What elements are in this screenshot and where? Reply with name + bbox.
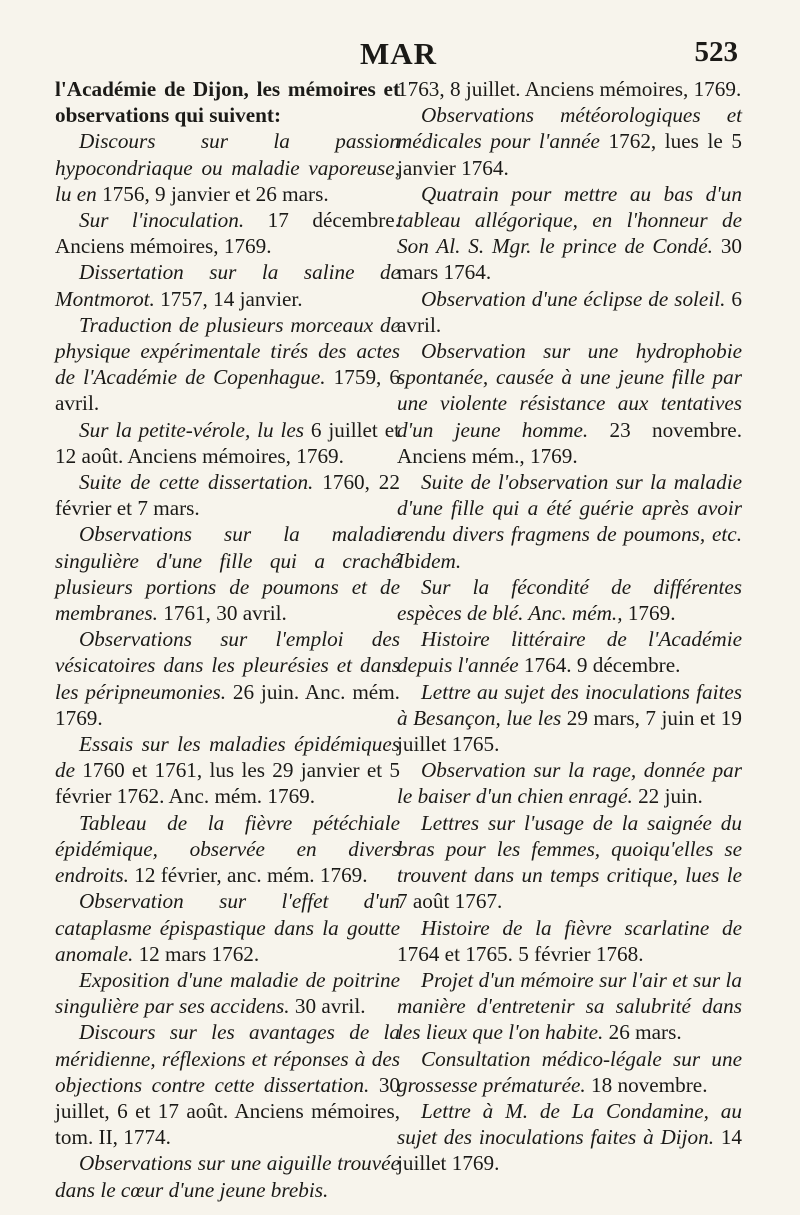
bibliography-entry: [55, 128, 400, 207]
page-number: 523: [694, 36, 738, 68]
entry-date: 29 mars, 7 juin et 19 juillet 1765.: [397, 705, 742, 757]
running-head: [0, 30, 800, 70]
entry-title: Exposition d'une maladie de poitrine singulière par ses accidens.: [55, 967, 400, 1019]
bibliography-entry: [397, 626, 742, 678]
entry-date: 1760, 22 février et 7 mars.: [55, 470, 400, 521]
entry-date: 14 juillet 1769.: [397, 1125, 742, 1176]
entry-title: Projet d'un mémoire sur l'air et sur la manière d'entretenir sa salubrité dans les lieux que l'on habite.: [397, 967, 742, 1045]
bibliography-entry: [55, 810, 400, 889]
entry-date: 1757, 14 janvier.: [160, 286, 303, 311]
entry-date: 23 novembre. Anciens mém., 1769.: [397, 417, 742, 468]
entry-title: Essais sur les maladies épidémiques de: [55, 732, 400, 783]
bibliography-entry: [397, 1046, 742, 1098]
entry-title: Suite de cette dissertation.: [79, 470, 323, 495]
entry-title: Suite de l'observation sur la maladie d'une fille qui a été guérie après avoir rendu divers fragmens de poumons, etc. Ibidem.: [397, 470, 742, 573]
entry-date: 30 avril.: [294, 994, 366, 1019]
bibliography-entry: [397, 574, 742, 626]
left-column: [55, 76, 400, 1203]
entry-title: Observations sur la maladie singulière d'une fille qui a craché plusieurs portions de poumons et de membranes.: [55, 522, 400, 626]
bibliography-entry: [397, 1098, 742, 1177]
entry-date: 1764 et 1765. 5 février 1768.: [397, 941, 644, 966]
entry-title: Quatrain pour mettre au bas d'un tableau allégorique, en l'honneur de Son Al. S. Mgr. le prince de Condé.: [397, 181, 742, 259]
bibliography-entry: [397, 102, 742, 181]
entry-title: Discours sur les avantages de la méridienne, réflexions et réponses à des objections contre cette dissertation.: [55, 1020, 400, 1097]
entry-title: Histoire littéraire de l'Académie depuis l'année: [397, 627, 742, 678]
entry-date: 1761, 30 avril.: [163, 601, 287, 626]
entry-title: Observation d'une éclipse de soleil.: [421, 286, 732, 311]
entry-title: Lettre à M. de La Condamine, au sujet des inoculations faites à Dijon.: [397, 1098, 742, 1150]
entry-date: 7 août 1767.: [397, 889, 503, 914]
entry-date: 18 novembre.: [591, 1072, 708, 1097]
bibliography-entry: [55, 1150, 400, 1202]
bibliography-entry: [55, 967, 400, 1019]
entry-title: Lettres sur l'usage de la saignée du bras pour les femmes, quoiqu'elles se trouvent dans un temps critique, lues le: [397, 810, 742, 888]
bibliography-entry: [397, 286, 742, 338]
bibliography-entry: [397, 338, 742, 469]
bibliography-entry: [55, 521, 400, 626]
entry-date: 6 juillet et 12 août. Anciens mémoires, 1769.: [55, 417, 400, 468]
entry-title: Consultation médico-légale sur une grossesse prématurée.: [397, 1046, 742, 1097]
entry-title: Observation sur la rage, donnée par le baiser d'un chien enragé.: [397, 758, 742, 809]
entry-title: Observation sur l'effet d'un cataplasme épispastique dans la goutte anomale.: [55, 889, 400, 966]
entry-title: Discours sur la passion hypocondriaque ou maladie vaporeuse, lu en: [55, 129, 400, 206]
entry-title: Sur la petite-vérole, lu les: [79, 417, 311, 442]
running-head-title: MAR: [360, 36, 438, 71]
entry-date: 1769.: [627, 601, 676, 626]
entry-date: 1759, 6 avril.: [55, 365, 400, 416]
entry-date: 1764. 9 décembre.: [523, 653, 681, 678]
bibliography-entry: [397, 757, 742, 809]
entry-date: 1756, 9 janvier et 26 mars.: [102, 181, 329, 206]
entry-date: 30 mars 1764.: [397, 234, 742, 285]
bibliography-entry: [55, 469, 400, 521]
bibliography-entry: [397, 810, 742, 915]
bibliography-entry: [397, 469, 742, 574]
entry-date: 12 mars 1762.: [138, 941, 260, 966]
bibliography-entry: [55, 731, 400, 810]
entry-date: 26 juin. Anc. mém. 1769.: [55, 679, 400, 730]
bibliography-entry: [55, 312, 400, 417]
bibliography-entry: [55, 1019, 400, 1150]
entry-title: Observations sur l'emploi des vésicatoires dans les pleurésies et dans les péripneumonies.: [55, 627, 400, 704]
bibliography-entry: [397, 181, 742, 286]
bibliography-entry: [397, 967, 742, 1046]
entry-date: 17 décembre. Anciens mémoires, 1769.: [55, 208, 400, 259]
bibliography-entry: [55, 626, 400, 731]
entry-title: Observation sur une hydrophobie spontanée, causée à une jeune fille par une violente résistance aux tentatives d'un jeune homme.: [397, 339, 742, 442]
bibliography-entry: [55, 259, 400, 311]
entry-title: Histoire de la fièvre scarlatine de: [421, 915, 742, 940]
bibliography-entry: [55, 417, 400, 469]
bibliography-entry: [55, 888, 400, 967]
entry-title: Sur la fécondité de différentes espèces de blé. Anc. mém.,: [397, 574, 742, 626]
entry-date: 1762, lues le 5 janvier 1764.: [397, 129, 742, 180]
bibliography-entry: [55, 76, 400, 128]
bibliography-entry: [397, 679, 742, 758]
bibliography-entry: [55, 207, 400, 259]
entry-title: Tableau de la fièvre pétéchiale épidémique, observée en divers endroits.: [55, 810, 400, 888]
entry-title: Dissertation sur la saline de Montmorot.: [55, 260, 400, 311]
bibliography-entry: [397, 76, 742, 102]
entry-date: 1760 et 1761, lus les 29 janvier et 5 février 1762. Anc. mém. 1769.: [55, 758, 400, 809]
entry-date: 30 juillet, 6 et 17 août. Anciens mémoires, tom. II, 1774.: [55, 1072, 400, 1150]
right-column: [397, 76, 742, 1177]
entry-date: 26 mars.: [608, 1020, 682, 1045]
entry-date: l'Académie de Dijon, les mémoires et observations qui suivent:: [55, 77, 400, 128]
entry-date: 1763, 8 juillet. Anciens mémoires, 1769.: [397, 77, 742, 101]
entry-title: Lettre au sujet des inoculations faites à Besançon, lue les: [397, 679, 742, 730]
entry-date: 12 février, anc. mém. 1769.: [134, 863, 368, 888]
bibliography-entry: [397, 915, 742, 967]
entry-title: Traduction de plusieurs morceaux de physique expérimentale tirés des actes de l'Académie de Copenhague.: [55, 312, 400, 390]
entry-date: 6 avril.: [397, 286, 742, 337]
entry-title: Sur l'inoculation.: [79, 208, 268, 233]
entry-title: Observations météorologiques et médicales pour l'année: [397, 103, 742, 154]
entry-date: 22 juin.: [638, 784, 703, 809]
entry-title: Observations sur une aiguille trouvée dans le cœur d'une jeune brebis.: [55, 1151, 400, 1202]
